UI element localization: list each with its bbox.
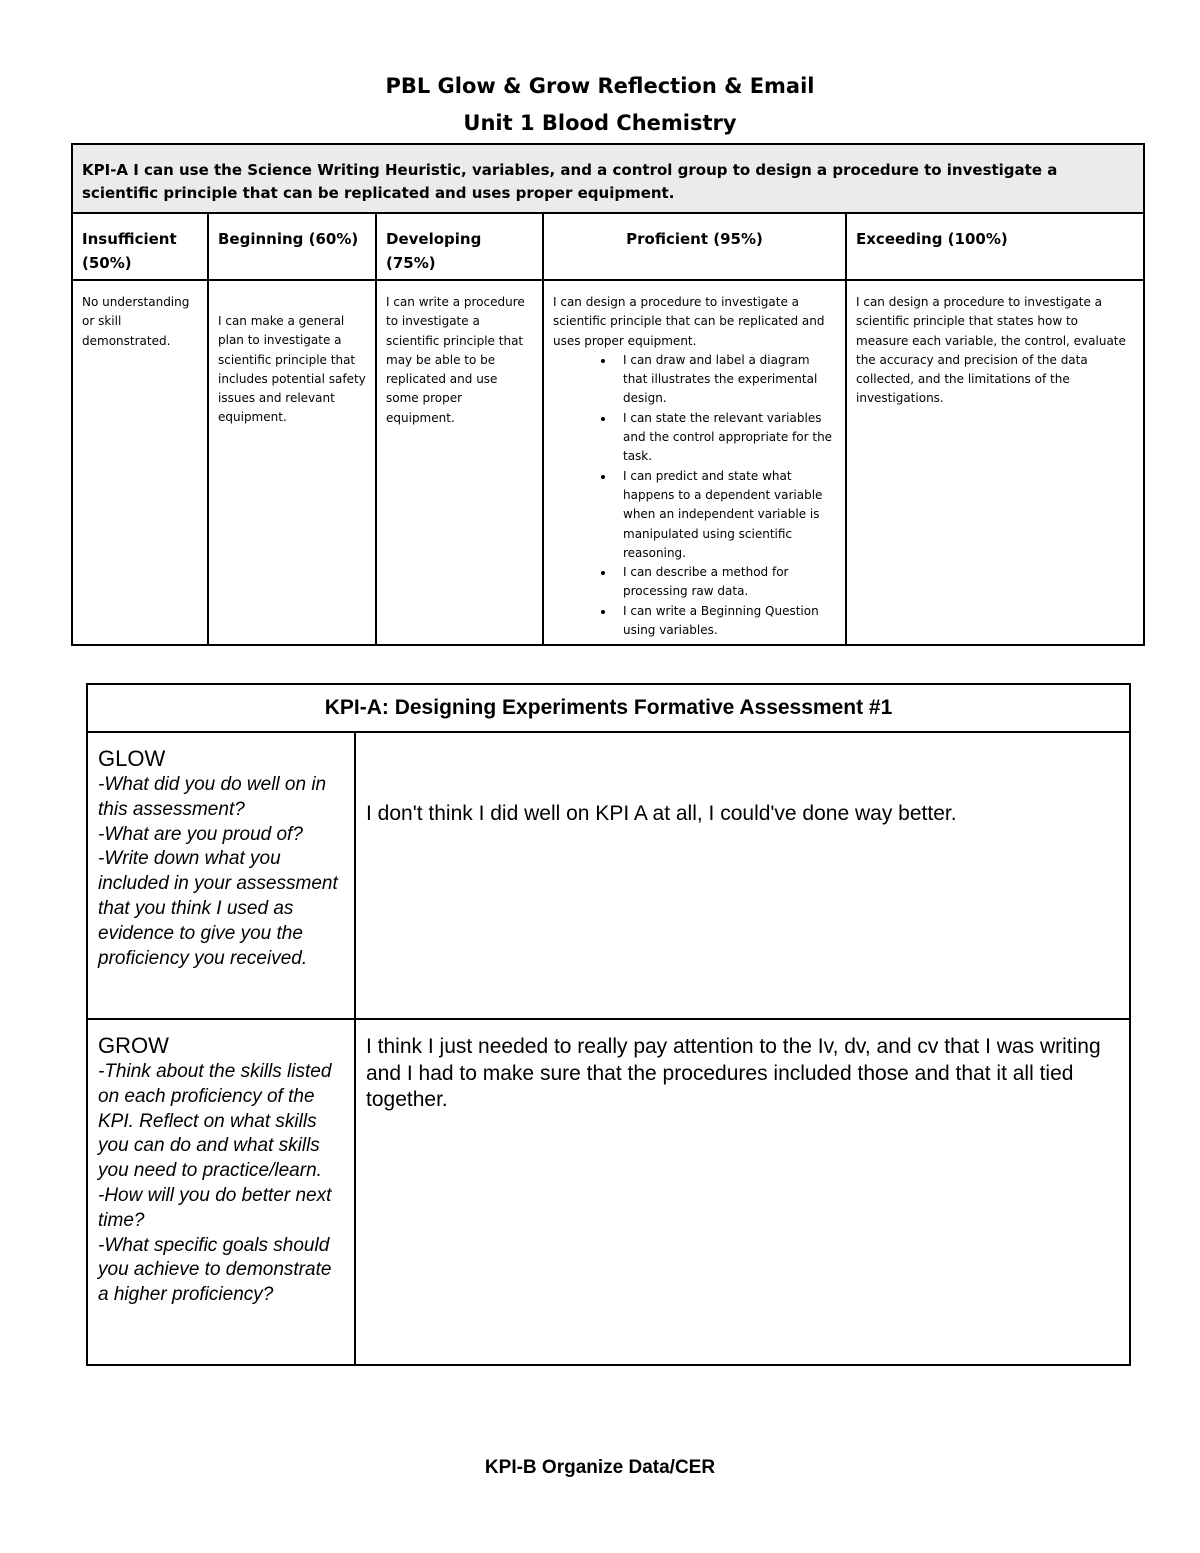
descriptor-developing-text: I can write a procedure to investigate a scientific principle that may be able to be replicated and use some proper equipment. <box>386 295 525 425</box>
kpi-statement: KPI-A I can use the Science Writing Heuristic, variables, and a control group to design a procedure to investigate a scientific principle that can be replicated and uses proper equipment. <box>72 144 1144 213</box>
list-item: • I can write a Beginning Question using variables. <box>615 602 836 641</box>
glow-prompt-line: -What did you do well on in this assessment? <box>98 774 327 820</box>
glow-prompt-line: -What are you proud of? <box>98 823 303 845</box>
descriptor-exceeding <box>846 280 1144 645</box>
grow-prompt-line: -How will you do better next time? <box>98 1184 332 1231</box>
glow-answer[interactable]: I don't think I did well on KPI A at all, I could've done way better. <box>355 732 1130 1019</box>
proficient-skill-list <box>553 351 836 640</box>
descriptor-proficient <box>543 280 846 645</box>
grow-prompt <box>87 1019 355 1365</box>
level-insufficient: Insufficient (50%) <box>72 213 208 280</box>
rubric-kpi-row <box>72 144 1144 213</box>
next-section-heading: KPI-B Organize Data/CER <box>484 1457 716 1478</box>
descriptor-beginning <box>208 280 376 645</box>
glow-row <box>87 732 1130 1019</box>
grow-row <box>87 1019 1130 1365</box>
rubric-table <box>71 143 1145 646</box>
page-title: PBL Glow & Grow Reflection & Email <box>385 74 815 98</box>
reflection-title: KPI-A: Designing Experiments Formative Assessment #1 <box>87 684 1130 732</box>
list-item: • I can state the relevant variables and the control appropriate for the task. <box>615 409 836 467</box>
page-subtitle: Unit 1 Blood Chemistry <box>463 111 737 135</box>
descriptor-insufficient-text: No understanding or skill demonstrated. <box>82 295 190 348</box>
level-beginning: Beginning (60%) <box>208 213 376 280</box>
list-item: • I can predict and state what happens to a dependent variable when an independent variable is manipulated using scientific reasoning. <box>615 467 836 563</box>
level-exceeding: Exceeding (100%) <box>846 213 1144 280</box>
descriptor-proficient-intro: I can design a procedure to investigate a scientific principle that can be replicated and uses proper equipment. <box>553 295 825 348</box>
descriptor-insufficient <box>72 280 208 645</box>
descriptor-beginning-text: I can make a general plan to investigate a scientific principle that includes potential safety issues and relevant equipment. <box>218 314 366 425</box>
reflection-table <box>86 683 1131 1366</box>
glow-prompt-line: -Write down what you included in your assessment that you think I used as evidence to give you the proficiency you received. <box>98 848 338 969</box>
list-item: • I can draw and label a diagram that illustrates the experimental design. <box>615 351 836 409</box>
descriptor-developing <box>376 280 543 645</box>
list-item: • I can describe a method for processing raw data. <box>615 563 836 602</box>
glow-label: GLOW <box>98 746 166 771</box>
grow-prompt-line: -Think about the skills listed on each proficiency of the KPI. Reflect on what skills you can do and what skills you need to practice/learn. <box>98 1061 332 1182</box>
level-developing: Developing (75%) <box>376 213 543 280</box>
rubric-descriptors-row <box>72 280 1144 645</box>
reflection-header-row <box>87 684 1130 732</box>
descriptor-exceeding-text: I can design a procedure to investigate a scientific principle that states how to measure each variable, the control, evaluate the accuracy and precision of the data collected, and the limitations of the investigations. <box>856 295 1126 406</box>
rubric-levels-row <box>72 213 1144 280</box>
grow-prompt-line: -What specific goals should you achieve to demonstrate a higher proficiency? <box>98 1234 332 1306</box>
level-proficient: Proficient (95%) <box>543 213 846 280</box>
grow-answer[interactable]: I think I just needed to really pay attention to the Iv, dv, and cv that I was writing and I had to make sure that the procedures included those and that it all tied together. <box>355 1019 1130 1365</box>
grow-label: GROW <box>98 1033 169 1058</box>
glow-prompt <box>87 732 355 1019</box>
